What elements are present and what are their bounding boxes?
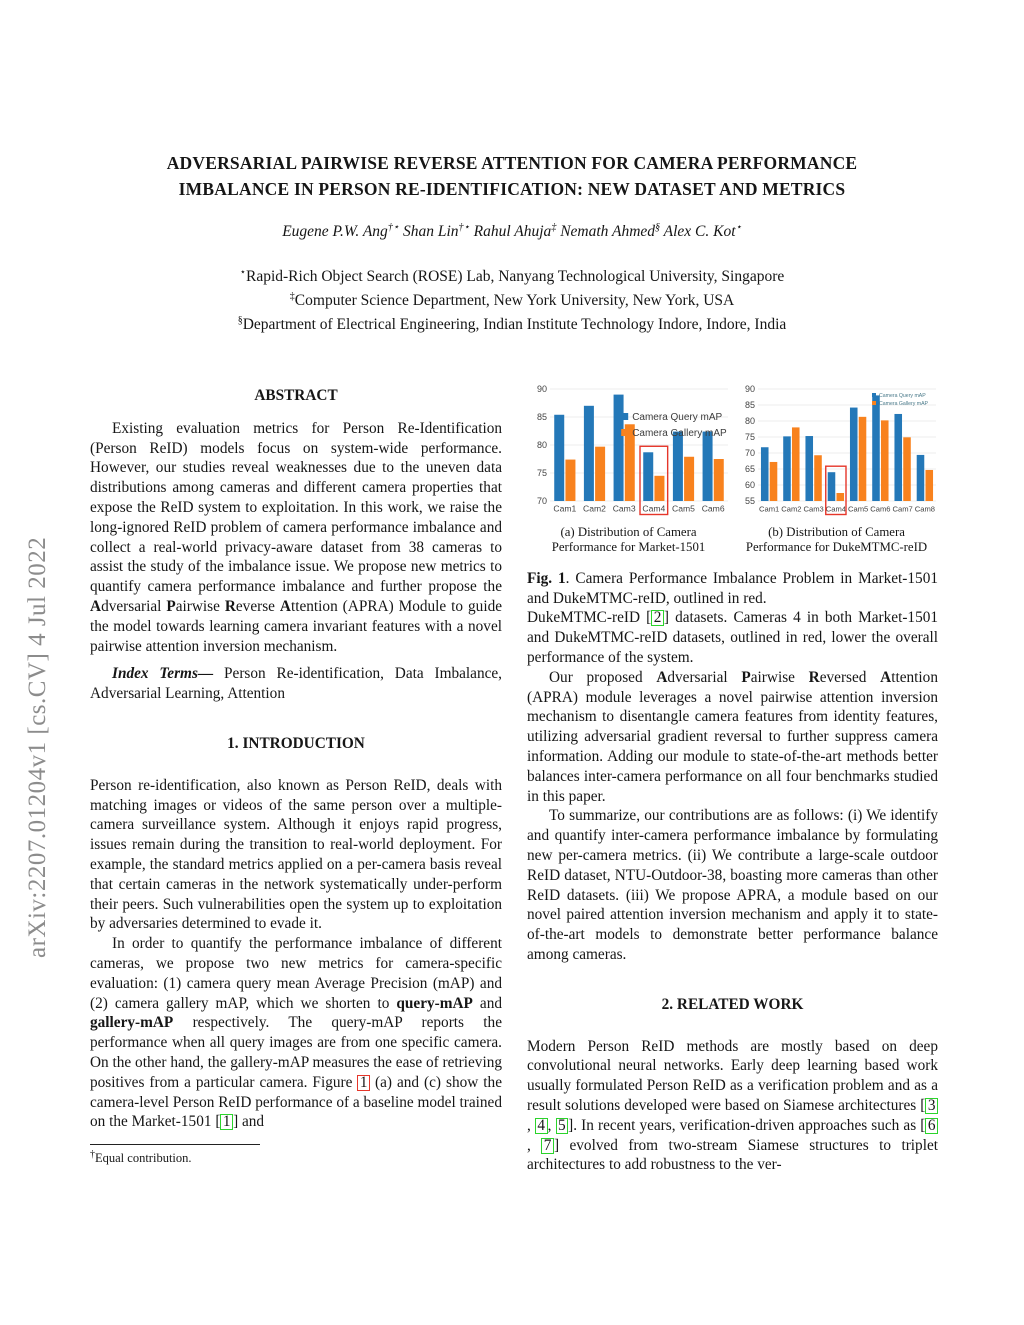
citation-link[interactable]: 1 [220,1114,233,1130]
footnote-rule [90,1144,260,1145]
svg-text:70: 70 [536,496,547,507]
svg-text:55: 55 [744,496,755,507]
bar-chart-dukemtmc [735,383,938,522]
svg-text:70: 70 [744,448,755,459]
bar [903,437,911,501]
svg-text:Cam5: Cam5 [847,504,869,514]
legend-swatch [621,429,628,436]
svg-text:Cam3: Cam3 [803,504,824,514]
citation-link[interactable]: 6 [925,1118,938,1134]
bar [872,395,880,501]
citation-link[interactable]: 7 [541,1138,554,1154]
svg-text:65: 65 [744,464,755,475]
chart-caption-b: (b) Distribution of Camera Performance for DukeMTMC-reID [745,524,928,555]
paragraph-duke: DukeMTMC-reID [ 2 ] datasets. Cameras 4 in both Market-1501 and DukeMTMC-reID datasets, outlined in red, lower the overall performance of the system. [527,609,939,666]
figure-1 [527,383,938,608]
svg-text:Cam8: Cam8 [914,504,936,514]
svg-text:85: 85 [744,400,755,411]
affiliation-nyu: ‡Computer Science Department, New York University, New York, USA [289,290,735,309]
svg-text:85: 85 [536,412,547,423]
affiliation-rose: ⋆Rapid-Rich Object Search (ROSE) Lab, Nanyang Technological University, Singapore [239,266,785,285]
svg-text:80: 80 [744,416,755,427]
chart-market1501 [527,383,730,556]
svg-text:75: 75 [744,432,755,443]
related-work-heading: 2. RELATED WORK [661,995,804,1013]
legend-swatch [621,413,628,420]
svg-text:Camera Gallery mAP: Camera Gallery mAP [632,428,727,439]
bar [673,432,683,501]
abstract-body: Existing evaluation metrics for Person Re-Identification (Person ReID) models focus on system-wide performance. However, our studies reveal weaknesses due to the uneven data distributions among cameras and different camera properties that expose the ReID system to exploitation. In this work, we raise the long-ignored ReID problem of camera performance imbalance and collect a real-world privacy-aware dataset from 38 cameras to assist the study of the imbalance issue. We propose new metrics to quantify camera performance imbalance and further propose the Adversarial Pairwise Reverse Attention (APRA) Module to guide the model towards learning camera invariant features with a novel pairwise attention inversion mechanism. [90,419,503,655]
bar [554,415,564,501]
svg-text:Cam6: Cam6 [870,504,891,514]
bar [783,436,791,501]
figure-reference-link[interactable]: 1 [357,1075,370,1091]
svg-text:Camera Gallery mAP: Camera Gallery mAP [879,401,929,407]
arxiv-watermark: arXiv:2207.01204v1 [cs.CV] 4 Jul 2022 [24,536,51,958]
paper-title-line1: ADVERSARIAL PAIRWISE REVERSE ATTENTION FOR CAMERA PERFORMANCE [166,153,858,173]
bar [881,420,889,501]
left-column [90,386,502,1169]
svg-text:Cam4: Cam4 [642,503,666,514]
paragraph-apra: Our proposed Adversarial Pairwise Reversed Attention (APRA) module leverages a novel pairwise attention inversion mechanism to disentangle camera features from identity features, utilizing adversarial gradient reversal to further suppress camera information. Adding our module to state-of-the-art methods better balances inter-camera performance on all four benchmarks studied in this paper. [527,668,938,805]
bar [714,459,724,501]
svg-text:Cam6: Cam6 [701,503,725,514]
bar [761,447,769,501]
figure-1-caption: Fig. 1. Camera Performance Imbalance Problem in Market-1501 and DukeMTMC-reID, outlined in red. [527,569,938,607]
bar [814,455,822,501]
bar [925,470,933,501]
bar [836,493,844,501]
bar-chart-svg [527,383,730,516]
svg-text:80: 80 [536,440,547,451]
bar [654,476,664,501]
paragraph-summary: To summarize, our contributions are as follows: (i) We identify and quantify inter-camera performance imbalance by formulating new per-camera metrics. (ii) We contribute a large-scale outdoor ReID dataset, NTU-Outdoor-38, boasting more cameras than other ReID datasets. (iii) We propose APRA, a module based on our novel paired attention inversion mechanism and apply it to state-of-the-art models to demonstrate better performance balance among cameras. [527,807,938,963]
equal-contribution-footnote: †Equal contribution. [90,1148,192,1166]
bar [770,462,778,501]
bar [565,460,575,501]
index-terms: Index Terms— Person Re-identification, Data Imbalance, Adversarial Learning, Attention [90,665,502,703]
bar [614,395,624,501]
svg-text:Cam3: Cam3 [612,503,636,514]
citation-link[interactable]: 4 [535,1118,548,1134]
affiliation-iit-indore: §Department of Electrical Engineering, Indian Institute Technology Indore, Indore, India [237,314,787,333]
svg-text:Cam5: Cam5 [672,503,695,514]
svg-text:90: 90 [744,384,755,395]
paper-header [0,150,1024,337]
bar [894,414,902,501]
authors-line: Eugene P.W. Ang†⋆ Shan Lin†⋆ Rahul Ahuja‡ Nemath Ahmed§ Alex C. Kot⋆ [282,221,742,240]
bar [584,406,594,501]
legend-swatch [872,393,876,397]
bar [595,447,605,501]
svg-text:Camera Query mAP: Camera Query mAP [879,393,926,399]
svg-text:60: 60 [744,480,755,491]
svg-text:Cam7: Cam7 [892,504,913,514]
bar [850,408,858,501]
legend-swatch [872,401,876,405]
bar [684,457,694,501]
citation-link[interactable]: 5 [556,1118,569,1134]
right-column [527,383,938,1175]
bar [828,472,836,501]
svg-text:Cam2: Cam2 [781,504,802,514]
paper-title-line2: IMBALANCE IN PERSON RE-IDENTIFICATION: NEW DATASET AND METRICS [178,179,846,199]
figure-1-charts [527,383,938,556]
svg-text:Cam4: Cam4 [825,504,847,514]
related-work-paragraph: Modern Person ReID methods are mostly based on deep convolutional neural networks. Early deep learning based work usually formulated Person ReID as a verification problem and as a result solutions developed were based on Siamese architectures [ 3, 4 , 5 ]. In recent years, verification-driven approaches such as [ 6, 7 ] evolved from two-stream Siamese structures to triplet architectures to add robustness to the ver- [527,1037,938,1174]
affiliations [0,265,1024,337]
svg-text:Cam1: Cam1 [553,503,577,514]
introduction-heading: 1. INTRODUCTION [227,734,365,752]
svg-text:Cam1: Cam1 [758,504,780,514]
chart-dukemtmc [735,383,938,556]
citation-link[interactable]: 2 [651,610,664,626]
bar [643,452,653,501]
bar [792,427,800,501]
citation-link[interactable]: 3 [925,1098,938,1114]
svg-text:Cam2: Cam2 [583,503,606,514]
intro-paragraph-2: In order to quantify the performance imbalance of different cameras, we propose two new metrics for camera-specific evaluation: (1) camera query mean Average Precision (mAP) and (2) camera gallery mAP, which we shorten to query-mAP and gallery-mAP respectively. The query-mAP reports the performance when all query images are from one specific camera. On the other hand, the gallery-mAP measures the ease of retrieving positives from a particular camera. Figure 1 (a) and (c) show the camera-level Person ReID performance of a baseline model trained on the Market-1501 [ 1 ] and [90,935,503,1131]
bar [805,436,813,501]
intro-paragraph-1: Person re-identification, also known as Person ReID, deals with matching images or videos of the same person over a multiple-camera surveillance system. Although it enjoys rapid progress, issues remain during the transition to real-world deployment. For example, the standard metrics applied on a per-camera basis reveal that certain cameras in the network systematically under-perform their peers. Such vulnerabilities open the system up to exploitation by adversaries determined to evade it. [90,776,502,933]
bar [703,432,713,501]
bar-chart-svg [735,383,938,516]
bar-chart-market1501 [527,383,730,522]
svg-text:Camera Query mAP: Camera Query mAP [632,412,723,423]
bar [859,417,867,501]
bar [917,455,925,501]
paper-title [0,150,1024,202]
chart-caption-a: (a) Distribution of Camera Performance for Market-1501 [551,524,706,555]
svg-text:75: 75 [536,468,547,479]
svg-text:90: 90 [536,384,547,395]
abstract-heading: ABSTRACT [254,387,338,404]
